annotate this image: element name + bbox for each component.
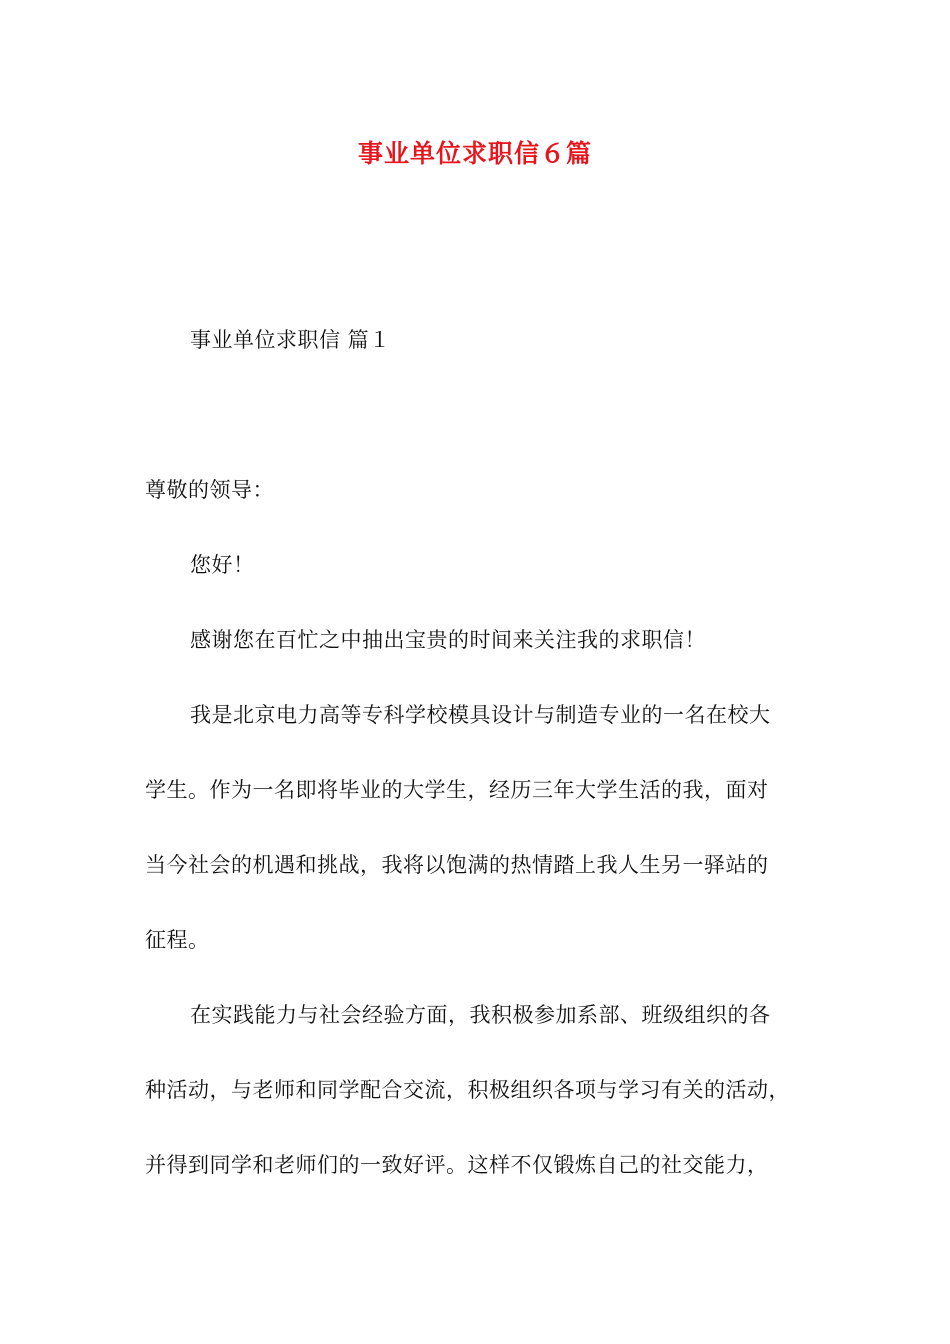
paragraph-line: 当今社会的机遇和挑战，我将以饱满的热情踏上我人生另一驿站的 [145, 853, 769, 877]
document-title: 事业单位求职信６篇 [357, 139, 592, 168]
paragraph-line: 征程。 [145, 928, 210, 952]
paragraph-line: 并得到同学和老师们的一致好评。这样不仅锻炼自己的社交能力， [145, 1153, 769, 1177]
paragraph-line: 学生。作为一名即将毕业的大学生，经历三年大学生活的我，面对 [145, 778, 769, 802]
paragraph-line: 在实践能力与社会经验方面，我积极参加系部、班级组织的各 [190, 1003, 771, 1027]
paragraph-line: 感谢您在百忙之中抽出宝贵的时间来关注我的求职信！ [190, 628, 706, 652]
section-heading: 事业单位求职信 篇１ [190, 328, 391, 352]
paragraph-line: 我是北京电力高等专科学校模具设计与制造专业的一名在校大 [190, 703, 771, 727]
greeting: 您好！ [190, 553, 255, 577]
paragraph-line: 种活动，与老师和同学配合交流，积极组织各项与学习有关的活动， [145, 1078, 790, 1102]
salutation: 尊敬的领导： [145, 478, 274, 502]
